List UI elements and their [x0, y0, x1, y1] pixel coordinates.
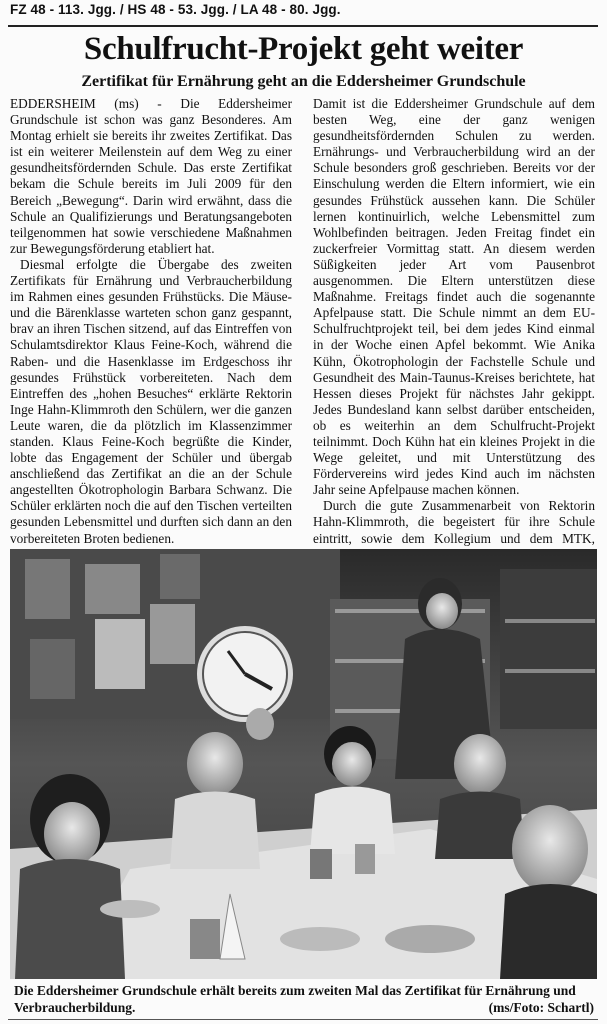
bottom-rule: [8, 1019, 598, 1020]
masthead: FZ 48 - 113. Jgg. / HS 48 - 53. Jgg. / LA 48 - 80. Jgg.: [10, 2, 341, 17]
article-paragraph: Durch die gute Zusammenarbeit von Rektorin Hahn-Klimmroth, die begeistert für ihre Schule eintritt, sowie dem Kollegium und dem MTK,: [313, 498, 595, 546]
article-paragraph: Diesmal erfolgte die Übergabe des zweiten Zertifikats für Ernährung und Verbraucherbildung im Rahmen eines gesunden Frühstücks. Die Mäuse- und die Bärenklasse warteten schon ganz gespannt, brav an ihren Tischen sitzend, auf das Eintreffen von Schulamtsdirektor Klaus Feine-Koch, während die Raben- und die Hasenklasse im Erdgeschoss ihr gesundes Frühstück vorbereiteten. Nach dem Eintreffen des „hohen Besuches“ erklärte Rektorin Inge Hahn-Klimmroth den Schülern, wer die ganzen Leute waren, die da plötzlich im Klassenzimmer standen. Klaus Feine-Koch begrüßte die Kinder, lobte das Engagement der Schüler und übergab anschließend das Zertifikat an die an der Schule angestellten Ökotrophologin Barbara Schwanz. Die Schüler erklärten noch die auf den Tischen verteilten gesunden Lebensmittel und durften sich dann an den vorbereiteten Broten bedienen.: [10, 256, 292, 546]
article-column-right: [313, 96, 595, 579]
headline: Schulfrucht-Projekt geht weiter: [83, 31, 524, 67]
article-photo: [10, 549, 597, 979]
top-rule: [8, 25, 598, 27]
article-column-left: [10, 96, 292, 547]
article-paragraph: Damit ist die Eddersheimer Grundschule auf dem besten Weg, eine der ganz wenigen gesundheitsfördernden Schulen zu werden. Ernährungs- und Verbraucherbildung wird an der Schule besonders groß geschrieben. Bereits vor der Einschulung werden die Eltern informiert, wie ein gesundes Frühstück aussehen kann. Die Schüler lernen kontinuirlich, welche Lebensmittel zum Wohlbefinden beitragen. Jeden Freitag findet ein zuckerfreier Vormittag statt. An diesem werden Süßigkeiten jeder Art vom Pausenbrot ausgenommen. Die Eltern unterstützen diese Maßnahme. Freitags findet auch die sogenannte Apfelpause statt. Die Schule nimmt an dem EU-Schulfruchtprojekt teil, bei dem jedes Kind einmal in der Woche einen Apfel bekommt. Wie Anika Kühn, Ökotrophologin der Fachstelle Schule und Gesundheit des Main-Taunus-Kreises berichtete, hat Hessen dieses Projekt für nächstes Jahr gekippt. Jedes Bundesland kann selbst darüber entscheiden, ob es weiterhin an dem Schulfrucht-Projekt teilnimmt. Doch Kühn hat ein kleines Projekt in die Wege geleitet, und mit Unterstützung des Fördervereins wird jedes Kind auch im nächsten Jahr seine Apfelpause machen können.: [313, 96, 595, 498]
photo-credit: (ms/Foto: Schartl): [488, 1000, 594, 1015]
caption-text: Die Eddersheimer Grundschule erhält bereits zum zweiten Mal das Zertifikat für Ernährung und Verbraucherbildung.: [14, 983, 576, 1015]
classroom-photo-image: [10, 549, 597, 979]
photo-caption: [14, 982, 594, 1016]
article-paragraph: EDDERSHEIM (ms) - Die Eddersheimer Grundschule ist schon was ganz Besonderes. Am Montag erhielt sie bereits ihr zweites Zertifikat. Das ist ein weiterer Meilenstein auf dem Weg zu einer gesundheitsfördernden Schule. Das erste Zertifikat bekam die Schule bereits im Juli 2009 für den Bereich „Bewegung“. Darin wird erwähnt, dass die Schule an Qualifizierungs und Beratungsangeboten teilgenommen hat sowie verschiedene Maßnahmen zur Bewegungsförderung etabliert hat.: [10, 96, 292, 256]
subheadline: Zertifikat für Ernährung geht an die Eddersheimer Grundschule: [81, 73, 526, 90]
